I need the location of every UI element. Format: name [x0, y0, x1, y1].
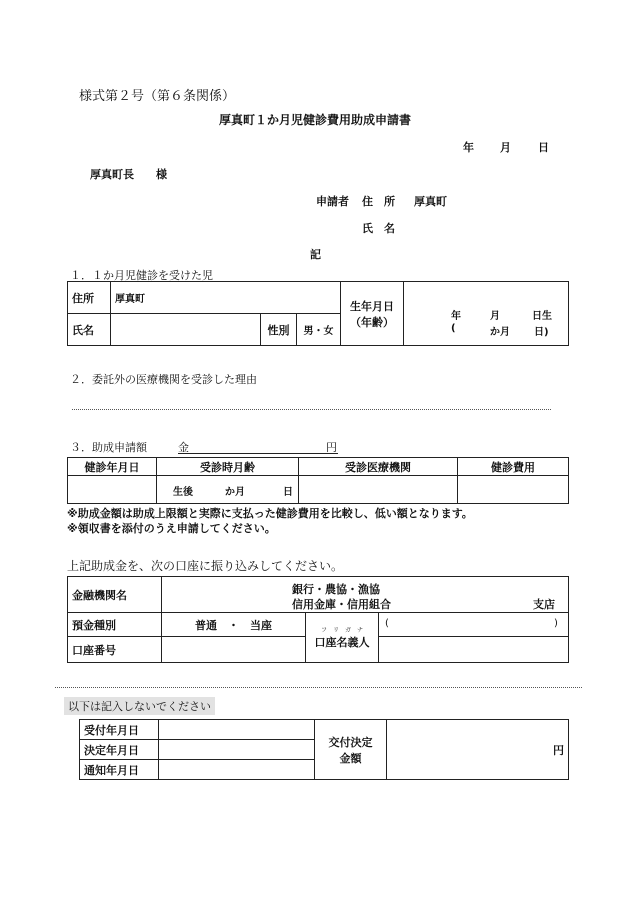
exam-age-header: 受診時月齢: [157, 458, 299, 476]
notified-date-field: [159, 760, 315, 780]
birth-day-label: 日生: [532, 311, 552, 322]
grant-amount-label-line1: 交付決定: [328, 735, 373, 749]
exam-facility-header: 受診医療機関: [299, 458, 458, 476]
section2-heading: ２．委託外の医療機関を受診した理由: [70, 373, 257, 386]
date-month-label: 月: [500, 141, 511, 154]
amount-yen-label: 円: [326, 441, 337, 454]
kin-label: 金: [178, 441, 189, 454]
office-table: [79, 719, 569, 780]
reason-dotted-line[interactable]: [72, 409, 551, 410]
exam-date-field[interactable]: [68, 476, 157, 504]
bank-table: [67, 576, 569, 663]
institution-types-line1: 銀行・農協・漁協: [292, 583, 380, 596]
birth-date-field[interactable]: [404, 282, 569, 346]
exam-cost-field[interactable]: [458, 476, 569, 504]
birth-date-header: [341, 282, 404, 346]
paren-open: (: [385, 618, 389, 629]
age-paren-open: (: [451, 323, 456, 334]
office-use-note: 以下は記入しないでください: [64, 697, 215, 715]
account-number-label: 口座番号: [68, 637, 162, 663]
notified-date-label: 通知年月日: [80, 760, 159, 780]
addressee: 厚真町長 様: [90, 168, 167, 181]
institution-label: 金融機関名: [68, 577, 162, 613]
paren-close: ): [554, 618, 558, 629]
birth-date-label: 生年月日: [350, 299, 394, 313]
birth-year-label: 年: [451, 311, 461, 322]
child-address-label: 住所: [68, 282, 111, 314]
sex-label: 性別: [261, 314, 297, 346]
ki-mark: 記: [310, 248, 321, 261]
note-amount: ※助成金額は助成上限額と実際に支払った健診費用を比較し、低い額となります。: [67, 507, 473, 520]
account-number-field[interactable]: [162, 637, 306, 663]
institution-types-line2: 信用金庫・信用組合: [292, 598, 391, 611]
age-day-label: 日): [534, 327, 549, 338]
child-name-field[interactable]: [111, 314, 261, 346]
grant-amount-label: [315, 720, 387, 780]
branch-label: 支店: [533, 598, 555, 611]
note-receipt: ※領収書を添付のうえ申請してください。: [67, 522, 276, 535]
form-number: 様式第２号（第６条関係）: [79, 89, 236, 104]
cut-line: [55, 687, 582, 688]
deposit-type-value[interactable]: 普通 ・ 当座: [162, 613, 306, 637]
bank-intro: 上記助成金を、次の口座に振り込みしてください。: [67, 559, 344, 573]
seigo-label: 生後: [173, 487, 193, 498]
applicant-label: 申請者: [316, 195, 349, 208]
date-year-label: 年: [463, 141, 474, 154]
age-label: （年齢）: [350, 315, 394, 329]
exam-facility-field[interactable]: [299, 476, 458, 504]
deposit-type-label: 預金種別: [68, 613, 162, 637]
child-address-value: 厚真町: [111, 282, 341, 314]
nichi-label: 日: [283, 487, 293, 498]
applicant-name-label: 氏 名: [362, 222, 395, 235]
kagetsu-label: か月: [225, 487, 245, 498]
holder-header: [306, 613, 379, 663]
exam-cost-header: 健診費用: [458, 458, 569, 476]
received-date-label: 受付年月日: [80, 720, 159, 740]
grant-amount-label-line2: 金額: [339, 751, 362, 765]
holder-label: 口座名義人: [314, 636, 370, 649]
child-name-label: 氏名: [68, 314, 111, 346]
page-title: 厚真町１か月児健診費用助成申請書: [218, 113, 411, 127]
holder-furigana-field[interactable]: [379, 613, 569, 637]
received-date-field: [159, 720, 315, 740]
applicant-address-value: 厚真町: [414, 195, 447, 208]
decided-date-field: [159, 740, 315, 760]
decided-date-label: 決定年月日: [80, 740, 159, 760]
grant-amount-field: [387, 720, 569, 780]
amount-field[interactable]: [178, 439, 338, 454]
applicant-address-label: 住 所: [362, 195, 395, 208]
sex-value[interactable]: 男・女: [297, 314, 341, 346]
holder-name-field[interactable]: [379, 637, 569, 663]
section1-heading: １．１か月児健診を受けた児: [70, 269, 213, 282]
exam-table: [67, 457, 569, 504]
institution-field[interactable]: [162, 577, 569, 613]
exam-date-header: 健診年月日: [68, 458, 157, 476]
furigana-label: フ リ ガ ナ: [320, 627, 363, 634]
exam-age-field[interactable]: [157, 476, 299, 504]
date-day-label: 日: [538, 141, 549, 154]
age-month-label: か月: [490, 327, 510, 338]
birth-month-label: 月: [490, 311, 500, 322]
grant-yen-label: 円: [553, 743, 564, 757]
child-info-table: [67, 281, 569, 346]
section3-heading: ３．助成申請額: [70, 441, 147, 454]
